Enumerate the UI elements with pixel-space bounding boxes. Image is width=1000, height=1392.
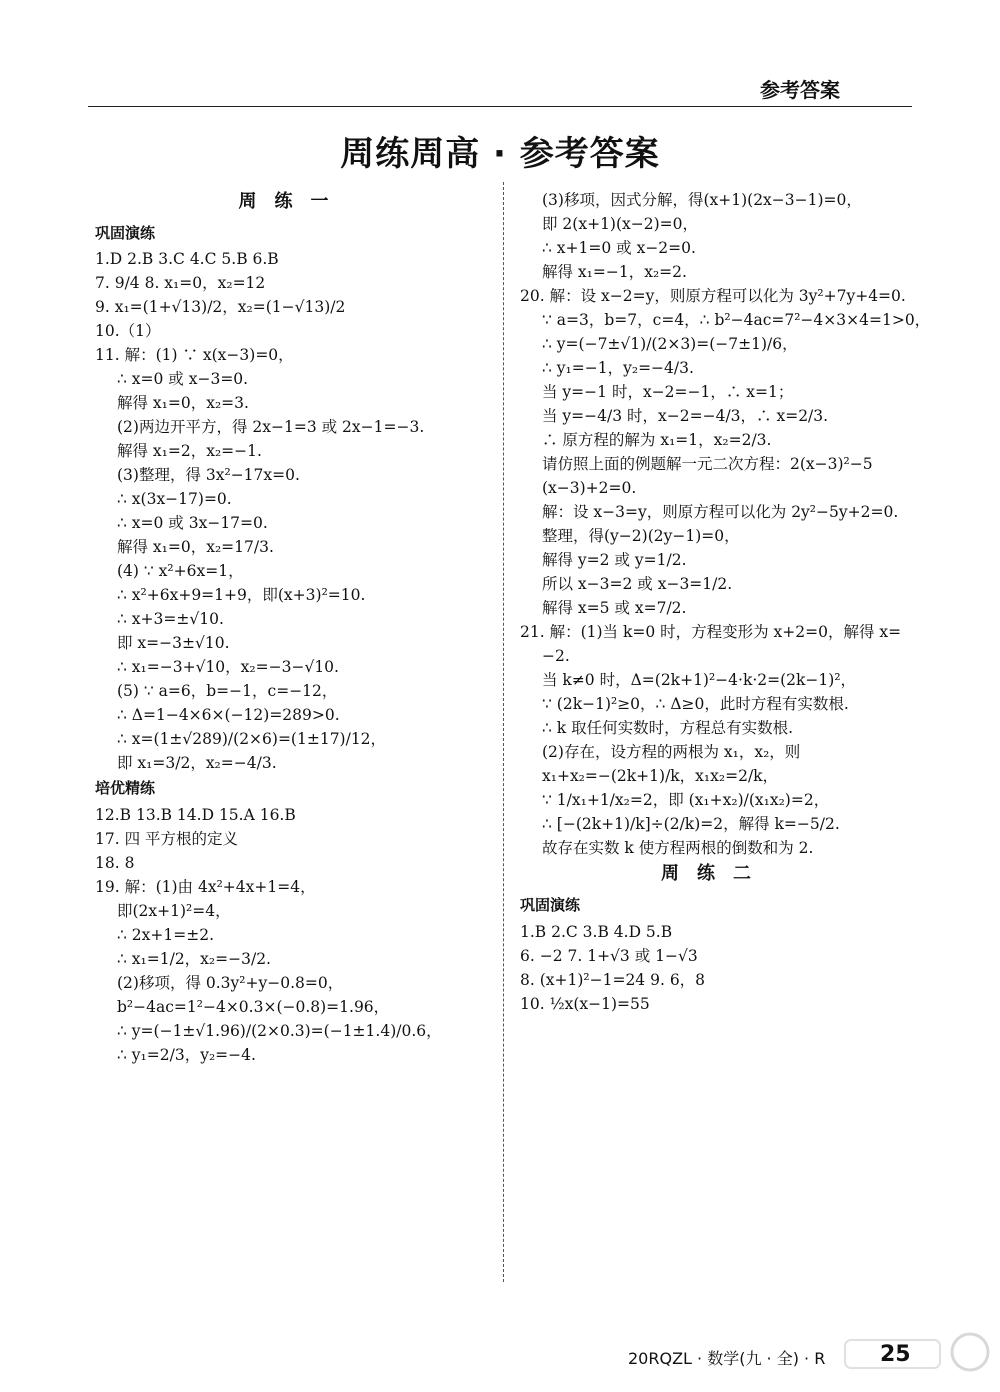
answer-line: 解：设 x−3=y，则原方程可以化为 2y²−5y+2=0. [542, 503, 899, 522]
answer-line: 9. x₁=(1+√13)/2，x₂=(1−√13)/2 [95, 298, 346, 317]
answer-line: (3)整理，得 3x²−17x=0. [117, 466, 300, 485]
answer-line: 故存在实数 k 使方程两根的倒数和为 2. [542, 839, 814, 858]
answer-line: ∴ k 取任何实数时，方程总有实数根. [542, 719, 794, 738]
answer-line: 整理，得(y−2)(2y−1)=0， [542, 527, 740, 546]
answer-line: ∵ a=3，b=7，c=4，∴ b²−4ac=7²−4×3×4=1>0， [542, 311, 931, 330]
answer-line: 当 y=−1 时，x−2=−1，∴ x=1； [542, 383, 794, 402]
answer-line: 21. 解：(1)当 k=0 时，方程变形为 x+2=0，解得 x= [520, 623, 902, 642]
answer-line: ∴ 2x+1=±2. [117, 925, 215, 944]
answer-line: ∴ x=(1±√289)/(2×6)=(1±17)/12， [117, 730, 387, 749]
answer-list [95, 803, 490, 1067]
answer-line: 6. −2 7. 1+√3 或 1−√3 [520, 946, 698, 965]
subsection-title: 巩固演练 [95, 223, 156, 242]
answer-line: 解得 x₁=2，x₂=−1. [117, 442, 262, 461]
page-number: 25 [880, 1342, 911, 1367]
answer-line: ∴ x=0 或 3x−17=0. [117, 514, 268, 533]
answer-list [520, 188, 931, 860]
answer-line: ∴ x+1=0 或 x−2=0. [542, 239, 696, 258]
answer-line: 请仿照上面的例题解一元二次方程：2(x−3)²−5 [542, 455, 873, 474]
answer-line: ∴ y=(−7±√1)/(2×3)=(−7±1)/6， [542, 335, 798, 354]
answer-line: 当 y=−4/3 时，x−2=−4/3，∴ x=2/3. [542, 407, 829, 426]
answer-line: 8. (x+1)²−1=24 9. 6，8 [520, 970, 706, 989]
answer-line: 解得 y=2 或 y=1/2. [542, 551, 687, 570]
answer-line: 7. 9/4 8. x₁=0，x₂=12 [95, 274, 266, 293]
answer-line: ∴ x²+6x+9=1+9，即(x+3)²=10. [117, 586, 366, 605]
column-divider [503, 182, 504, 1282]
answer-line: ∴ y=(−1±√1.96)/(2×0.3)=(−1±1.4)/0.6， [117, 1021, 442, 1040]
answer-line: 解得 x₁=−1，x₂=2. [542, 263, 687, 282]
answer-line: ∵ (2k−1)²≥0，∴ Δ≥0，此时方程有实数根. [542, 695, 849, 714]
answer-line: 11. 解：(1) ∵ x(x−3)=0， [95, 346, 294, 365]
answer-line: 即(2x+1)²=4， [117, 901, 231, 920]
answer-line: 12.B 13.B 14.D 15.A 16.B [95, 805, 296, 824]
answer-line: −2. [542, 647, 570, 666]
section-title-week2: 周练二 [661, 863, 769, 885]
answer-line: 解得 x₁=0，x₂=3. [117, 394, 249, 413]
answer-line: ∴ x=0 或 x−3=0. [117, 370, 249, 389]
answer-line: (x−3)+2=0. [542, 479, 637, 498]
answer-line: ∴ 原方程的解为 x₁=1，x₂=2/3. [542, 431, 772, 450]
answer-list [520, 920, 910, 1016]
answer-line: ∴ x₁=1/2，x₂=−3/2. [117, 949, 271, 968]
answer-line: (3)移项，因式分解，得(x+1)(2x−3−1)=0， [542, 191, 862, 209]
answer-line: ∴ x₁=−3+√10，x₂=−3−√10. [117, 658, 339, 677]
section-title-week1: 周练一 [238, 191, 347, 212]
answer-line: ∴ y₁=−1，y₂=−4/3. [542, 359, 694, 378]
answer-line: 当 k≠0 时，Δ=(2k+1)²−4·k·2=(2k−1)²， [542, 671, 857, 690]
header-label: 参考答案 [760, 78, 840, 102]
answer-line: ∵ 1/x₁+1/x₂=2，即 (x₁+x₂)/(x₁x₂)=2， [542, 791, 830, 810]
answer-line: 20. 解：设 x−2=y，则原方程可以化为 3y²+7y+4=0. [520, 287, 906, 306]
answer-line: ∴ [−(2k+1)/k]÷(2/k)=2，解得 k=−5/2. [542, 815, 840, 834]
answer-line: 所以 x−3=2 或 x−3=1/2. [542, 575, 733, 594]
answer-line: 即 x=−3±√10. [117, 634, 230, 653]
answer-line: 解得 x₁=0，x₂=17/3. [117, 538, 274, 557]
answer-line: 10.（1） [95, 322, 161, 341]
answer-list [95, 247, 490, 775]
header-rule [88, 106, 912, 107]
page-title: 周练周高 · 参考答案 [340, 134, 660, 174]
answer-line: (4) ∵ x²+6x=1， [117, 562, 244, 581]
answer-line: ∴ y₁=2/3，y₂=−4. [117, 1045, 256, 1064]
answer-line: 即 2(x+1)(x−2)=0， [542, 215, 699, 234]
answer-line: b²−4ac=1²−4×0.3×(−0.8)=1.96， [117, 997, 390, 1016]
answer-line: 即 x₁=3/2，x₂=−4/3. [117, 754, 277, 773]
right-column [520, 188, 931, 1016]
answer-line: (2)移项，得 0.3y²+y−0.8=0， [117, 973, 344, 992]
answer-line: ∴ x(3x−17)=0. [117, 490, 232, 509]
answer-line: (5) ∵ a=6，b=−1，c=−12， [117, 682, 338, 701]
subsection-title: 巩固演练 [520, 896, 581, 915]
answer-line: 10. ½x(x−1)=55 [520, 994, 650, 1013]
answer-line: (2)存在，设方程的两根为 x₁，x₂，则 [542, 743, 801, 762]
answer-line: x₁+x₂=−(2k+1)/k，x₁x₂=2/k， [542, 767, 779, 786]
subsection-title: 培优精练 [95, 779, 156, 798]
answer-line: ∴ x+3=±√10. [117, 610, 224, 629]
answer-line: 解得 x=5 或 x=7/2. [542, 599, 687, 618]
answer-line: 18. 8 [95, 853, 135, 872]
footer-text: 20RQZL · 数学(九 · 全) · R [628, 1349, 826, 1368]
watermark-logo [840, 1330, 990, 1380]
answer-line: 19. 解：(1)由 4x²+4x+1=4， [95, 877, 316, 896]
answer-line: 1.D 2.B 3.C 4.C 5.B 6.B [95, 250, 279, 269]
left-column [95, 188, 490, 1067]
answer-line: ∴ Δ=1−4×6×(−12)=289>0. [117, 706, 340, 725]
answer-line: (2)两边开平方，得 2x−1=3 或 2x−1=−3. [117, 418, 425, 437]
answer-line: 17. 四 平方根的定义 [95, 829, 239, 848]
answer-line: 1.B 2.C 3.B 4.D 5.B [520, 922, 673, 941]
